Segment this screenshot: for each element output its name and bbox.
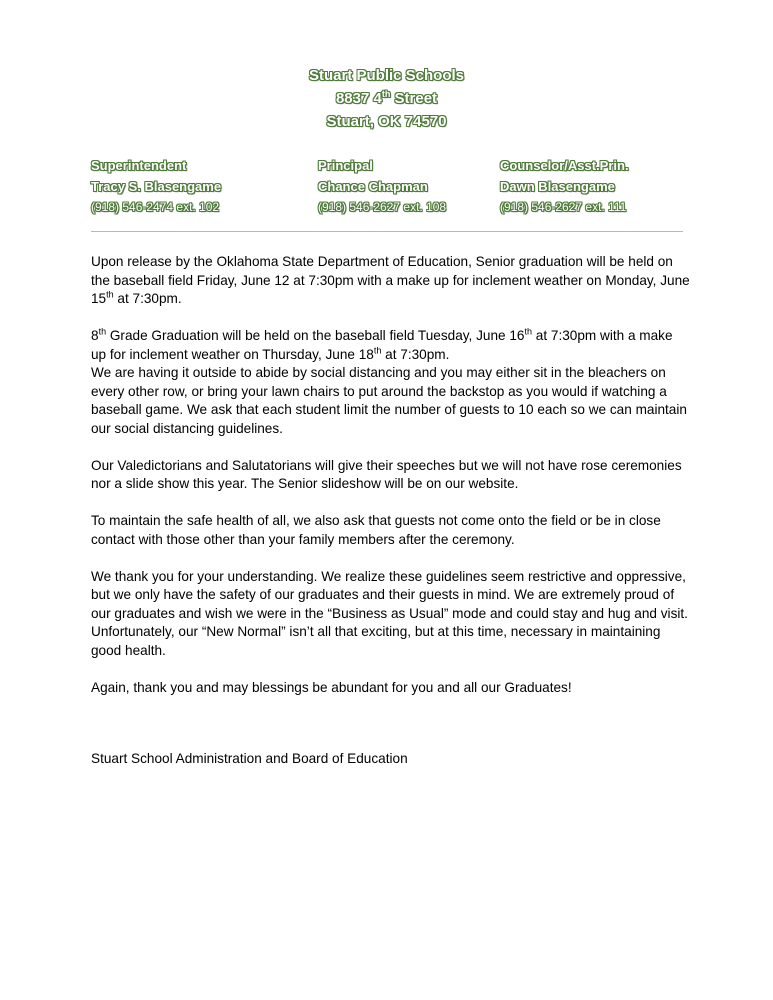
staff-title: Superintendent [91,158,187,173]
paragraph-text: at 7:30pm. [381,346,450,362]
paragraph-text: Upon release by the Oklahoma State Department of Education, Senior graduation will be held on the baseball field Friday, June 12 at 7:30pm with a make up for inclement weather on Monday, June 15 [91,254,690,306]
paragraph-text: at 7:30pm with a make up for inclement weather on Thursday, June 18 [91,328,673,362]
paragraph-safe-health: To maintain the safe health of all, we also ask that guests not come onto the field or be in close contact with those other than your family members after the ceremony. [91,513,661,547]
signature: Stuart School Administration and Board of Education [91,751,408,766]
ordinal-suffix: th [98,326,107,337]
staff-title: Counselor/Asst.Prin. [500,158,629,173]
header-divider [91,231,683,232]
paragraph-thanks: We thank you for your understanding. We realize these guidelines seem restrictive and oppressive, but we only have the safety of our graduates and their guests in mind. We are extremely proud of our graduates and wish we were in the “Business as Usual” mode and could stay and hug and visit. Unfortunately, our “New Normal” isn’t all that exciting, but at this time, necessary in maintaining good health. [91,568,688,658]
staff-phone: (918) 546-2474 ext. 102 [91,200,220,214]
street-name: Street [390,90,438,107]
paragraph-social-distancing: We are having it outside to abide by social distancing and you may either sit in the bleachers on every other row, or bring your lawn chairs to put around the backstop as you would if watching a baseball game. We ask that each student limit the number of guests to 10 each so we can maintain our social distancing guidelines. [91,365,687,436]
street-suffix: th [381,89,391,99]
street-address [0,87,773,110]
paragraph-text: Grade Graduation will be held on the baseball field Tuesday, June 16 [106,328,525,343]
staff-phone: (918) 546-2627 ext. 108 [318,200,447,214]
school-name: Stuart Public Schools [308,67,465,84]
ordinal-suffix: th [373,344,382,355]
ordinal-suffix: th [106,289,114,300]
city-line: Stuart, OK 74570 [326,113,447,130]
ordinal-suffix: th [524,326,532,337]
letterhead [0,64,773,133]
staff-principal [318,155,518,218]
paragraph-8th-grade-graduation [91,327,691,364]
staff-name: Chance Chapman [318,179,428,194]
paragraph-blessings: Again, thank you and may blessings be abundant for you and all our Graduates! [91,679,572,695]
staff-title: Principal [318,158,373,173]
letter-body [91,253,691,716]
staff-name: Dawn Blasengame [500,179,615,194]
staff-name: Tracy S. Blasengame [91,179,222,194]
paragraph-text: 8 [91,328,99,343]
paragraph-speeches: Our Valedictorians and Salutatorians will give their speeches but we will not have rose ceremonies nor a slide show this year. The Senior slideshow will be on our website. [91,457,682,491]
staff-superintendent [91,155,291,218]
paragraph-senior-graduation [91,253,691,309]
staff-counselor [500,155,700,218]
staff-phone: (918) 546-2627 ext. 111 [500,200,627,214]
paragraph-text: at 7:30pm. [113,291,182,306]
street-number: 8837 4 [335,90,382,107]
